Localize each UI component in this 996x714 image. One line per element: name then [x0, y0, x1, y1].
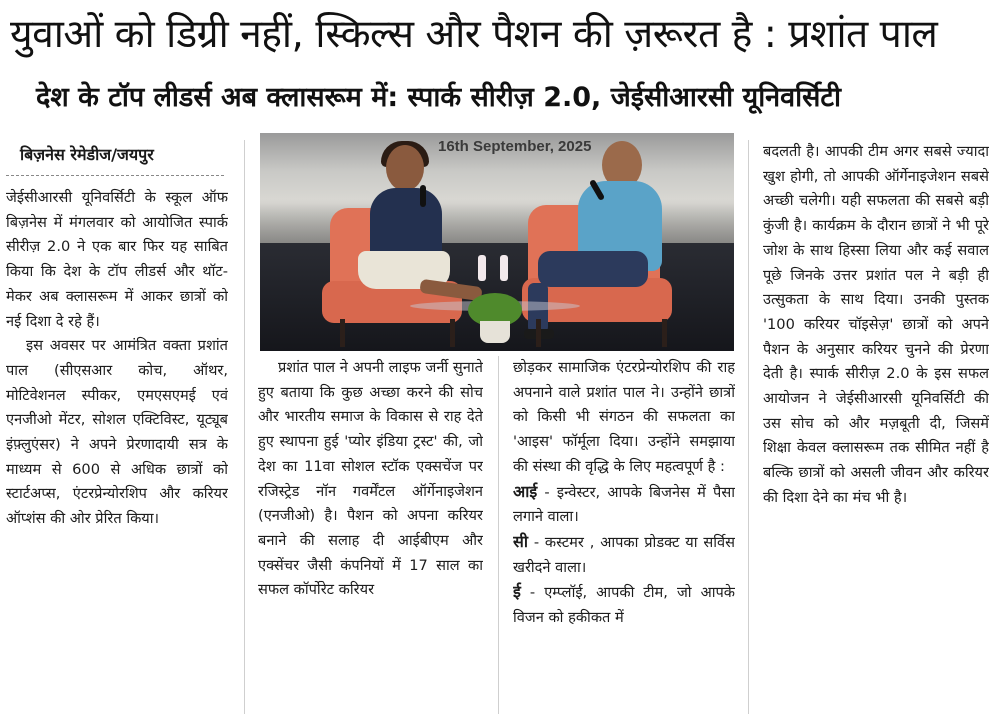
speaker-host-head — [386, 145, 424, 191]
chair-leg — [536, 319, 541, 347]
paragraph — [513, 580, 735, 630]
speaker-guest-pants — [538, 251, 648, 287]
paragraph — [513, 480, 735, 530]
plant-pot — [480, 321, 510, 343]
headline: युवाओं को डिग्री नहीं, स्किल्स और पैशन की ज़रूरत है : प्रशांत पाल — [10, 12, 938, 57]
photo-date-text: 16th September, 2025 — [438, 138, 592, 155]
water-bottle-icon — [500, 255, 508, 281]
article-column-1 — [6, 186, 228, 714]
event-photo — [260, 133, 734, 351]
column-divider — [244, 140, 245, 714]
paragraph: जेईसीआरसी यूनिवर्सिटी के स्कूल ऑफ बिज़नेस में मंगलवार को आयोजित स्पार्क सीरीज़ 2.0 ने एक बार फिर यह साबित किया कि देश के टॉप लीडर्स और थॉट-मेकर अब क्लासरूम में आकर छात्रों को नई दिशा दे रहे हैं। — [6, 189, 228, 330]
ice-text-i: - इन्वेस्टर, आपके बिजनेस में पैसा लगाने वाला। — [513, 483, 735, 526]
byline-divider — [6, 175, 224, 176]
byline: बिज़नेस रेमेडीज/जयपुर — [20, 145, 154, 164]
ice-text-e: - एम्प्लॉई, आपकी टीम, जो आपके विजन को हकीकत में — [513, 584, 735, 627]
article-column-3 — [513, 356, 735, 714]
water-bottle-icon — [478, 255, 486, 281]
ice-text-c: - कस्टमर , आपका प्रोडक्ट या सर्विस खरीदने वाला। — [513, 533, 735, 576]
column-divider — [748, 140, 749, 714]
subheadline: देश के टॉप लीडर्स अब क्लासरूम में: स्पार्क सीरीज़ 2.0, जेईसीआरसी यूनिवर्सिटी — [36, 82, 842, 113]
paragraph: इस अवसर पर आमंत्रित वक्ता प्रशांत पाल (सीएसआर कोच, ऑथर, मोटिवेशनल स्पीकर, एमएसएमई एवं एनजीओ मेंटर, सोशल एक्टिविस्ट, यूट्यूब इंफ़्लुएंसर) ने अपने प्रेरणादायी सत्र के माध्यम से 600 से अधिक छात्रों को स्टार्टअप्स, एंटरप्रेन्योरशिप और करियर ऑप्शंस की ओर प्रेरित किया। — [6, 337, 228, 528]
ice-letter-c: सी — [513, 531, 528, 551]
article-column-4 — [763, 140, 989, 714]
article-column-2 — [258, 356, 483, 714]
paragraph: बदलती है। आपकी टीम अगर सबसे ज्यादा खुश होगी, तो आपकी ऑर्गेनाइजेशन सबसे अच्छी चलेगी। यही सफलता की सबसे बड़ी कुंजी है। कार्यक्रम के दौरान छात्रों ने भी पूरे जोश के साथ हिस्सा लिया और कई सवाल पूछे जिनके उत्तर प्रशांत पल ने बड़ी ही उत्सुकता के साथ दिया। उनकी पुस्तक '100 करियर चॉइसेज़' छात्रों को अपने पैशन के अनुसार करियर चुनने की प्रेरणा देती है। स्पार्क सीरीज़ 2.0 के इस सफल आयोजन ने जेईसीआरसी यूनिवर्सिटी की उस सोच को और मज़बूती दी, जिसमें शिक्षा केवल क्लासरूम तक सीमित नहीं है बल्कि छात्रों को असली जीवन और करियर की दिशा देने का मंच भी है। — [763, 143, 989, 506]
paragraph: प्रशांत पाल ने अपनी लाइफ जर्नी सुनाते हुए बताया कि कुछ अच्छा करने की सोच और भारतीय समाज के विकास से राह देते हुए स्थापना हुई 'प्योर इंडिया ट्रस्ट' की, जो देश का 11वा सोशल स्टॉक एक्सचेंज पर रजिस्ट्रेड नॉन गवर्मेंटल ऑर्गेनाइजेशन (एनजीओ) है। पैशन को अपना करियर बनाने की सलाह दी आईबीएम और एक्सेंचर जैसी कंपनियों में 17 साल का सफल कॉर्पोरेट करियर — [258, 359, 483, 599]
ice-letter-i: आई — [513, 481, 538, 501]
ice-letter-e: ई — [513, 582, 521, 602]
paragraph: छोड़कर सामाजिक एंटरप्रेन्योरशिप की राह अपनाने वाले प्रशांत पाल ने। उन्होंने छात्रों को किसी भी संगठन की सफलता का 'आइस' फॉर्मूला दिया। उन्होंने समझाया की संस्था की वृद्धि के लिए महत्वपूर्ण है : — [513, 359, 735, 475]
microphone-icon — [420, 185, 426, 207]
chair-leg — [340, 319, 345, 347]
chair-leg — [662, 319, 667, 347]
column-divider — [498, 356, 499, 714]
paragraph — [513, 530, 735, 580]
chair-leg — [450, 319, 455, 347]
